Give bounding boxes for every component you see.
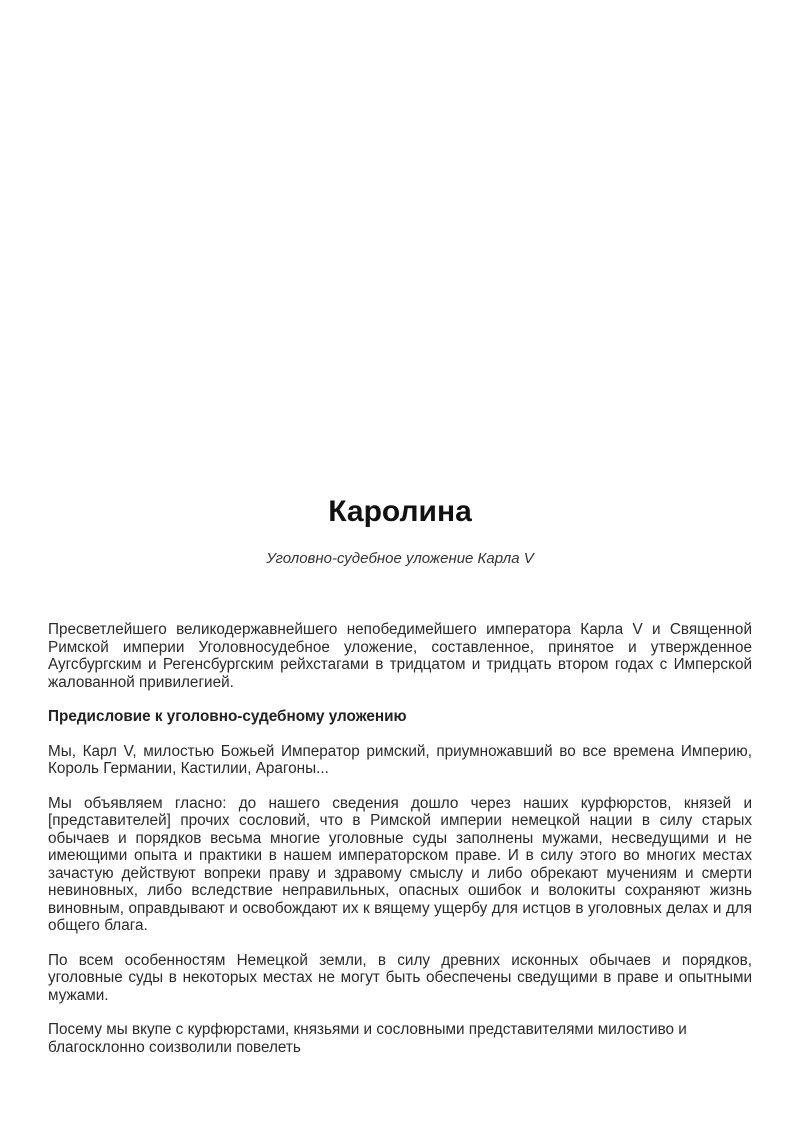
document-subtitle: Уголовно-судебное уложение Карла V [266,550,534,567]
intro-paragraph: Пресветлейшего великодержавнейшего непобедимейшего императора Карла V и Священной Римской империи Уголовносудебное уложение, составленное, принятое и утвержденное Аугсбургским и Регенсбургским рейхстагами в тридцатом и тридцать втором годах с Имперской жалованной привилегией. [48,621,752,691]
body-paragraph: Мы объявляем гласно: до нашего сведения дошло через наших курфюрстов, князей и [представителей] прочих сословий, что в Римской империи немецкой нации в силу старых обычаев и порядков весьма многие уголовные суды заполнены мужами, несведущими и не имеющими опыта и практики в нашем императорском праве. И в силу этого во многих местах зачастую действуют вопреки праву и здравому смыслу и либо обрекают мучениям и смерти невиновных, либо вследствие неправильных, опасных ошибок и волокиты сохраняют жизнь виновным, оправдывают и освобождают их к вящему ущербу для истцов в уголовных делах и для общего блага. [48,794,752,934]
body-paragraph: Мы, Карл V, милостью Божьей Император римский, приумножавший во все времена Империю, Король Германии, Кастилии, Арагоны... [48,742,752,777]
document-title: Каролина [328,495,472,528]
section-heading: Предисловие к уголовно-судебному уложению [48,708,407,725]
body-paragraph: По всем особенностям Немецкой земли, в силу древних исконных обычаев и порядков, уголовные суды в некоторых местах не могут быть обеспечены сведущими в праве и опытными мужами. [48,951,752,1004]
body-paragraph: Посему мы вкупе с курфюрстами, князьями и сословными представителями милостиво и благосклонно соизволили повелеть [48,1021,687,1056]
document-body [48,621,752,1056]
